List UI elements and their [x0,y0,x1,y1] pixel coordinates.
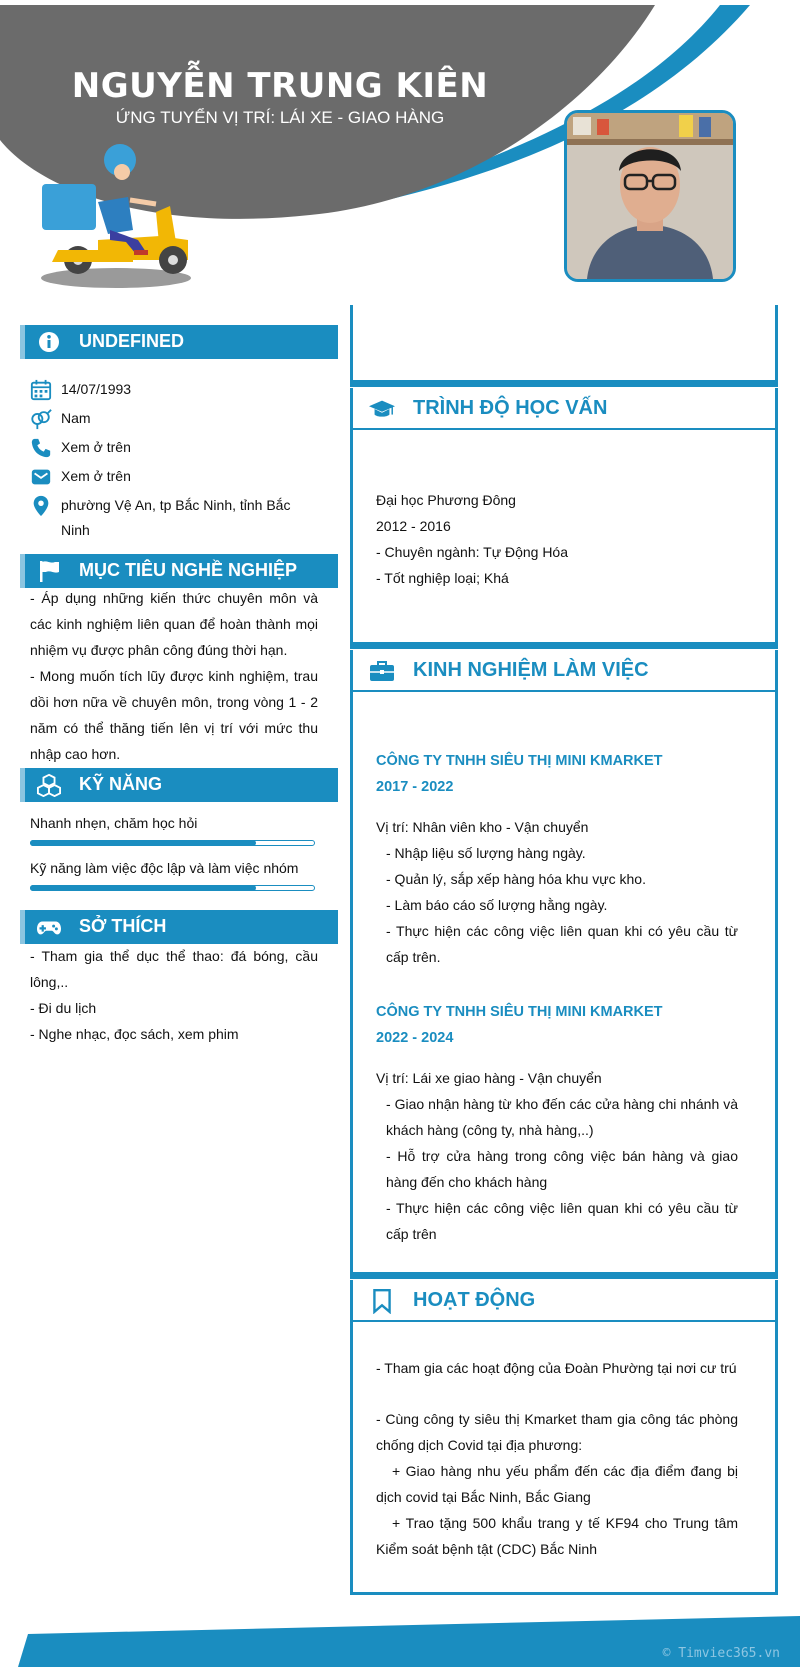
job-task: - Giao nhận hàng từ kho đến các cửa hàng chi nhánh và khách hàng (công ty, nhà hàng,..) [386,1096,738,1138]
experience-job-1 [376,748,738,970]
section-title-skills: KỸ NĂNG [79,774,163,794]
education-grade: - Tốt nghiệp loại; Khá [376,570,509,586]
section-header-skills [20,768,338,802]
activity-line: - Tham gia các hoạt động của Đoàn Phường tại nơi cư trú [376,1360,737,1376]
objective-line: - Mong muốn tích lũy được kinh nghiệm, trau dồi hơn nữa về chuyên môn, trong vòng 1 - 2 năm có thể thăng tiến lên vị trí với mức thu nhập cao hơn. [30,668,318,762]
job-task: - Thực hiện các công việc liên quan khi có yêu cầu từ cấp trên [386,1200,738,1242]
section-header-objective [20,554,338,588]
section-header-experience [350,642,778,692]
activity-line: - Cùng công ty siêu thị Kmarket tham gia công tác phòng chống dịch Covid tại địa phương: [376,1411,738,1453]
skill-name: Nhanh nhẹn, chăm học hỏi [30,815,198,831]
email-icon [30,466,52,488]
profile-photo-image [567,113,733,279]
section-header-activities [350,1272,778,1322]
hobby-line: - Tham gia thể dục thể thao: đá bóng, cầu lông,.. [30,948,318,990]
gender-icon [30,408,52,430]
section-title-education: TRÌNH ĐỘ HỌC VẤN [413,397,608,419]
location-pin-icon [30,495,52,517]
watermark: © Timviec365.vn [662,1646,780,1661]
flag-icon [37,559,61,583]
job-period: 2022 - 2024 [376,1030,454,1046]
experience-job-2 [376,999,738,1247]
job-period: 2017 - 2022 [376,779,454,795]
objective-line: - Áp dụng những kiến thức chuyên môn và các kinh nghiệm liên quan để hoàn thành mọi nhiệm vụ được phân công đúng thời hạn. [30,590,318,658]
education-years: 2012 - 2016 [376,518,451,534]
skill-bar [30,840,315,846]
email-value: Xem ở trên [61,468,131,484]
education-major: - Chuyên ngành: Tự Động Hóa [376,544,569,560]
phone-icon [30,437,52,459]
hobby-line: - Nghe nhạc, đọc sách, xem phim [30,1026,239,1042]
job-task: - Hỗ trợ cửa hàng trong công việc bán hàng và giao hàng đến cho khách hàng [386,1148,738,1190]
job-company: CÔNG TY TNHH SIÊU THỊ MINI KMARKET [376,1004,663,1020]
objective-text [30,585,318,767]
applied-position: ỨNG TUYỂN VỊ TRÍ: LÁI XE - GIAO HÀNG [115,108,445,127]
gender-value: Nam [61,410,91,426]
job-role: Vị trí: Nhân viên kho - Vận chuyển [376,819,589,835]
section-title-experience: KINH NGHIỆM LÀM VIỆC [413,659,649,681]
job-task: - Làm báo cáo số lượng hằng ngày. [386,897,608,913]
skill-bar-fill [30,840,256,846]
hobbies-text [30,943,318,1047]
hobby-line: - Đi du lịch [30,1000,97,1016]
job-role: Vị trí: Lái xe giao hàng - Vận chuyển [376,1070,602,1086]
job-task: - Quản lý, sắp xếp hàng hóa khu vực kho. [386,871,646,887]
activity-line: + Trao tặng 500 khẩu trang y tế KF94 cho Trung tâm Kiểm soát bệnh tật (CDC) Bắc Ninh [376,1515,738,1557]
section-header-info [20,325,338,359]
info-icon [37,330,61,354]
skill-bar-fill [30,885,256,891]
education-content [376,487,738,591]
skill-name: Kỹ năng làm việc độc lập và làm việc nhóm [30,860,299,876]
calendar-icon [30,379,52,401]
skill-bar [30,885,315,891]
address-value: phường Vệ An, tp Bắc Ninh, tỉnh Bắc Ninh [61,497,291,538]
section-title-objective: MỤC TIÊU NGHỀ NGHIỆP [79,560,298,580]
bookmark-icon [369,1288,395,1314]
birthday-value: 14/07/1993 [61,381,132,397]
job-task: - Nhập liệu số lượng hàng ngày. [386,845,586,861]
activity-line: + Giao hàng nhu yếu phẩm đến các địa điểm đang bị dịch covid tại Bắc Ninh, Bắc Giang [376,1463,738,1505]
phone-value: Xem ở trên [61,439,131,455]
section-title-activities: HOẠT ĐỘNG [413,1289,536,1311]
section-header-education [350,380,778,430]
job-company: CÔNG TY TNHH SIÊU THỊ MINI KMARKET [376,753,663,769]
gamepad-icon [37,915,61,939]
cubes-icon [37,773,61,797]
education-school: Đại học Phương Đông [376,492,516,508]
job-task: - Thực hiện các công việc liên quan khi có yêu cầu từ cấp trên. [386,923,738,965]
candidate-name: NGUYỄN TRUNG KIÊN [71,66,489,106]
section-title-info: UNDEFINED [79,331,185,351]
briefcase-icon [369,658,395,684]
delivery-scooter-illustration [38,142,198,292]
profile-photo [564,110,736,282]
right-frame-top [350,305,778,385]
graduation-cap-icon [369,396,395,422]
section-title-hobbies: SỞ THÍCH [79,916,167,936]
activities-content [376,1355,738,1562]
section-header-hobbies [20,910,338,944]
